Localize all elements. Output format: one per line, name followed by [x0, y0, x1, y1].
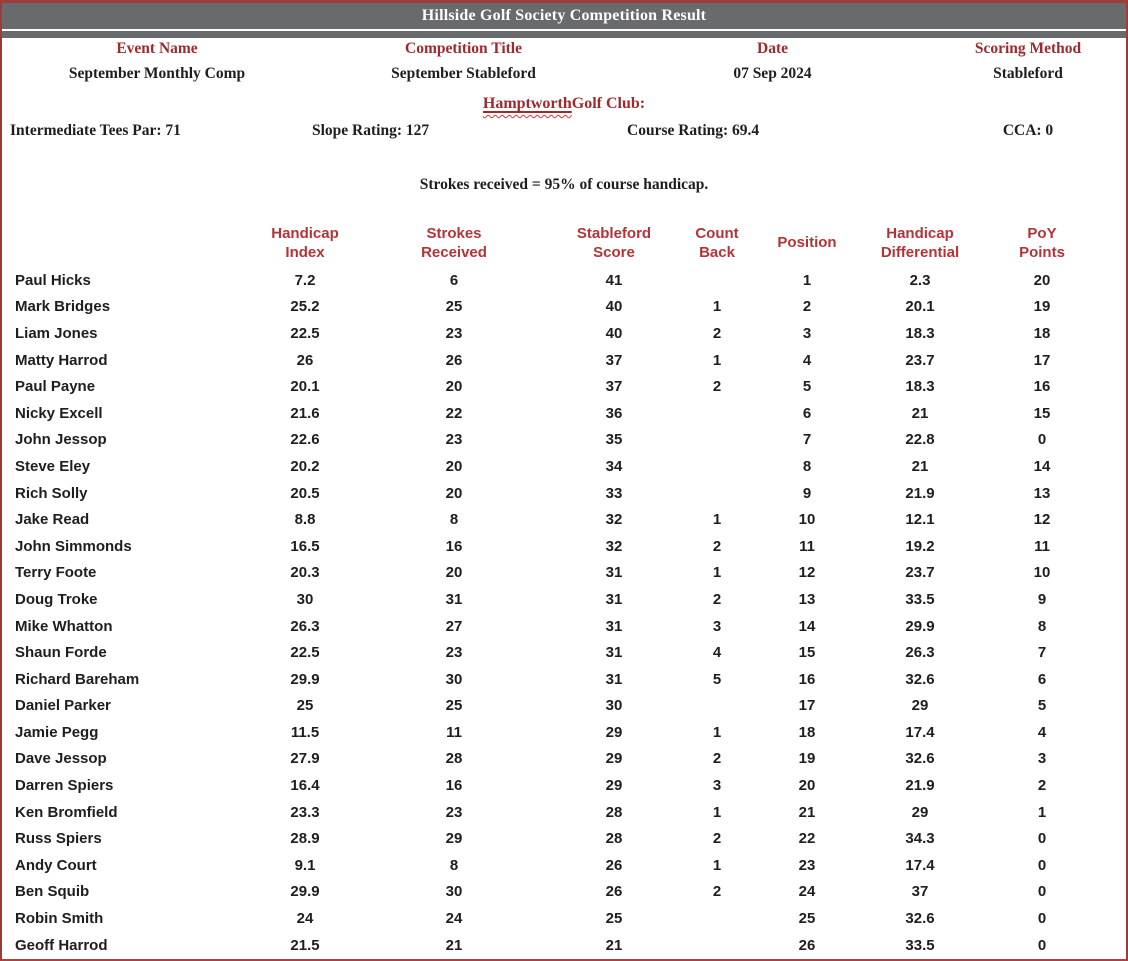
table-row	[2, 719, 1126, 746]
poy-points-cell: 4	[1037, 723, 1047, 741]
poy-points-cell: 20	[1033, 271, 1051, 289]
player-name: Mark Bridges	[15, 298, 111, 316]
col-header-position: Position	[777, 234, 837, 252]
position-cell: 20	[798, 777, 816, 795]
col-header-poy-points: PoY Points	[1019, 224, 1065, 261]
event-name-value: September Monthly Comp	[68, 65, 246, 82]
handicap-differential-cell: 18.3	[905, 378, 935, 396]
position-cell: 26	[798, 936, 816, 954]
club-name-rest: Golf Club:	[571, 95, 646, 112]
handicap-differential-cell: 17.4	[905, 723, 935, 741]
count-back-cell: 2	[712, 750, 722, 768]
stableford-score-cell: 31	[605, 590, 623, 608]
player-name: Dave Jessop	[15, 750, 107, 768]
stableford-score-cell: 33	[605, 484, 623, 502]
handicap-index-cell: 11.5	[290, 723, 320, 741]
player-name: Matty Harrod	[15, 351, 108, 369]
position-cell: 8	[802, 457, 812, 475]
poy-points-cell: 16	[1033, 378, 1051, 396]
handicap-index-cell: 22.5	[290, 324, 320, 342]
position-cell: 2	[802, 298, 812, 316]
handicap-index-cell: 9.1	[294, 856, 316, 874]
results-table	[2, 219, 1126, 958]
poy-points-cell: 10	[1033, 564, 1051, 582]
strokes-received-cell: 16	[445, 777, 463, 795]
player-name: Steve Eley	[15, 457, 91, 475]
handicap-differential-cell: 18.3	[905, 324, 935, 342]
handicap-index-cell: 7.2	[294, 271, 316, 289]
col-header-strokes-received: Strokes Received	[421, 224, 487, 261]
count-back-cell: 1	[712, 856, 722, 874]
col-header-name-blank	[2, 219, 242, 267]
stableford-score-cell: 28	[605, 803, 623, 821]
strokes-received-cell: 29	[445, 830, 463, 848]
stableford-score-cell: 26	[605, 883, 623, 901]
stableford-score-cell: 31	[605, 617, 623, 635]
document-title: Hillside Golf Society Competition Result	[421, 7, 707, 24]
count-back-cell: 3	[712, 777, 722, 795]
table-row	[2, 693, 1126, 720]
handicap-index-cell: 25	[296, 697, 314, 715]
stableford-score-cell: 29	[605, 723, 623, 741]
position-cell: 18	[798, 723, 816, 741]
strokes-received-cell: 20	[445, 378, 463, 396]
handicap-differential-cell: 32.6	[905, 750, 935, 768]
strokes-received-cell: 20	[445, 484, 463, 502]
position-cell: 14	[798, 617, 816, 635]
handicap-differential-cell: 37	[911, 883, 929, 901]
strokes-received-cell: 22	[445, 404, 463, 422]
handicap-differential-cell: 29	[911, 697, 929, 715]
table-row	[2, 932, 1126, 959]
position-cell: 23	[798, 856, 816, 874]
poy-points-cell: 0	[1037, 910, 1047, 928]
handicap-differential-cell: 29	[911, 803, 929, 821]
position-cell: 4	[802, 351, 812, 369]
results-table-header	[2, 219, 1126, 267]
handicap-differential-cell: 32.6	[905, 910, 935, 928]
strokes-received-cell: 23	[445, 803, 463, 821]
stableford-score-cell: 31	[605, 564, 623, 582]
stableford-score-cell: 29	[605, 777, 623, 795]
poy-points-cell: 0	[1037, 936, 1047, 954]
handicap-index-cell: 23.3	[290, 803, 320, 821]
player-name: Jake Read	[15, 511, 90, 529]
col-header-count-back: Count Back	[695, 224, 739, 261]
position-cell: 24	[798, 883, 816, 901]
stableford-score-cell: 28	[605, 830, 623, 848]
stableford-score-cell: 37	[605, 351, 623, 369]
handicap-index-cell: 16.4	[290, 777, 320, 795]
handicap-index-cell: 21.6	[290, 404, 320, 422]
handicap-differential-cell: 32.6	[905, 670, 935, 688]
count-back-cell: 2	[712, 378, 722, 396]
position-cell: 21	[798, 803, 816, 821]
stableford-score-cell: 21	[605, 936, 623, 954]
stableford-score-cell: 32	[605, 511, 623, 529]
stableford-score-cell: 29	[605, 750, 623, 768]
position-cell: 10	[798, 511, 816, 529]
player-name: Liam Jones	[15, 324, 98, 342]
poy-points-cell: 17	[1033, 351, 1051, 369]
handicap-index-cell: 29.9	[290, 883, 320, 901]
position-cell: 15	[798, 644, 816, 662]
handicap-differential-cell: 17.4	[905, 856, 935, 874]
separator-bar	[2, 31, 1126, 38]
poy-points-cell: 0	[1037, 883, 1047, 901]
poy-points-cell: 3	[1037, 750, 1047, 768]
poy-points-cell: 1	[1037, 803, 1047, 821]
position-cell: 6	[802, 404, 812, 422]
competition-title-label: Competition Title	[405, 40, 522, 57]
stableford-score-cell: 30	[605, 697, 623, 715]
handicap-index-cell: 20.5	[290, 484, 320, 502]
poy-points-cell: 13	[1033, 484, 1051, 502]
handicap-index-cell: 20.2	[290, 457, 320, 475]
player-name: Ben Squib	[15, 883, 90, 901]
count-back-cell: 5	[712, 670, 722, 688]
title-bar	[2, 0, 1126, 29]
handicap-differential-cell: 20.1	[905, 298, 935, 316]
handicap-index-cell: 8.8	[294, 511, 316, 529]
cca-value: CCA: 0	[1002, 122, 1054, 139]
course-par: Intermediate Tees Par: 71	[10, 122, 181, 139]
player-name: Shaun Forde	[15, 644, 107, 662]
position-cell: 7	[802, 431, 812, 449]
course-rating: Course Rating: 69.4	[627, 122, 760, 139]
count-back-cell: 2	[712, 537, 722, 555]
player-name: Daniel Parker	[15, 697, 111, 715]
scoring-method-value: Stableford	[993, 65, 1063, 82]
table-row	[2, 294, 1126, 321]
handicap-index-cell: 24	[296, 910, 314, 928]
position-cell: 5	[802, 378, 812, 396]
table-row	[2, 852, 1126, 879]
position-cell: 22	[798, 830, 816, 848]
col-header-handicap-index: Handicap Index	[271, 224, 339, 261]
position-cell: 13	[798, 590, 816, 608]
player-name: Andy Court	[15, 856, 97, 874]
count-back-cell: 2	[712, 590, 722, 608]
player-name: Jamie Pegg	[15, 723, 99, 741]
date-value: 07 Sep 2024	[733, 65, 812, 82]
handicap-differential-cell: 21.9	[905, 484, 935, 502]
handicap-differential-cell: 12.1	[905, 511, 935, 529]
player-name: John Jessop	[15, 431, 107, 449]
table-row	[2, 905, 1126, 932]
poy-points-cell: 11	[1034, 537, 1050, 555]
player-name: Robin Smith	[15, 910, 104, 928]
course-info-row	[2, 119, 1126, 143]
handicap-differential-cell: 33.5	[905, 590, 935, 608]
stableford-score-cell: 37	[605, 378, 623, 396]
event-header-labels	[2, 38, 1126, 60]
slope-rating: Slope Rating: 127	[312, 122, 430, 139]
table-row	[2, 666, 1126, 693]
table-row	[2, 560, 1126, 587]
poy-points-cell: 7	[1037, 644, 1047, 662]
count-back-cell: 1	[712, 298, 722, 316]
position-cell: 11	[799, 537, 815, 555]
player-name: Terry Foote	[15, 564, 97, 582]
poy-points-cell: 19	[1033, 298, 1051, 316]
table-row	[2, 480, 1126, 507]
handicap-index-cell: 26	[296, 351, 314, 369]
stableford-score-cell: 25	[605, 910, 623, 928]
stableford-score-cell: 40	[605, 324, 623, 342]
handicap-differential-cell: 33.5	[905, 936, 935, 954]
handicap-differential-cell: 26.3	[905, 644, 935, 662]
col-header-stableford-score: Stableford Score	[576, 224, 652, 261]
strokes-received-cell: 28	[445, 750, 463, 768]
table-row	[2, 799, 1126, 826]
stableford-score-cell: 32	[605, 537, 623, 555]
position-cell: 25	[798, 910, 816, 928]
player-name: Geoff Harrod	[15, 936, 108, 954]
handicap-index-cell: 16.5	[290, 537, 320, 555]
poy-points-cell: 12	[1033, 511, 1051, 529]
table-row	[2, 506, 1126, 533]
player-name: Paul Payne	[15, 378, 96, 396]
handicap-differential-cell: 34.3	[905, 830, 935, 848]
poy-points-cell: 0	[1037, 830, 1047, 848]
poy-points-cell: 5	[1037, 697, 1047, 715]
stableford-score-cell: 35	[605, 431, 623, 449]
stableford-score-cell: 41	[605, 271, 623, 289]
handicap-differential-cell: 21	[911, 457, 929, 475]
handicap-index-cell: 26.3	[290, 617, 320, 635]
table-row	[2, 586, 1126, 613]
strokes-received-cell: 27	[445, 617, 463, 635]
table-row	[2, 347, 1126, 374]
strokes-received-cell: 23	[445, 431, 463, 449]
poy-points-cell: 6	[1037, 670, 1047, 688]
handicap-differential-cell: 2.3	[909, 271, 931, 289]
player-name: Rich Solly	[15, 484, 88, 502]
handicap-index-cell: 20.3	[290, 564, 320, 582]
event-header-values	[2, 60, 1126, 88]
handicap-differential-cell: 23.7	[905, 351, 935, 369]
event-name-label: Event Name	[116, 40, 198, 57]
table-row	[2, 373, 1126, 400]
club-name-line	[2, 92, 1126, 116]
poy-points-cell: 9	[1037, 590, 1047, 608]
event-header	[2, 38, 1126, 88]
count-back-cell: 1	[712, 511, 722, 529]
strokes-received-cell: 23	[445, 644, 463, 662]
date-label: Date	[757, 40, 788, 57]
strokes-received-cell: 20	[445, 457, 463, 475]
strokes-received-cell: 23	[445, 324, 463, 342]
handicap-index-cell: 30	[296, 590, 314, 608]
player-name: Paul Hicks	[15, 271, 91, 289]
table-row	[2, 400, 1126, 427]
handicap-index-cell: 28.9	[290, 830, 320, 848]
count-back-cell: 1	[712, 351, 722, 369]
position-cell: 3	[802, 324, 812, 342]
strokes-received-cell: 11	[446, 723, 462, 741]
player-name: Darren Spiers	[15, 777, 114, 795]
strokes-received-cell: 20	[445, 564, 463, 582]
table-row	[2, 825, 1126, 852]
count-back-cell: 1	[712, 723, 722, 741]
table-row	[2, 267, 1126, 294]
handicap-index-cell: 21.5	[290, 936, 320, 954]
stableford-score-cell: 31	[605, 644, 623, 662]
strokes-received-cell: 25	[445, 298, 463, 316]
handicap-index-cell: 27.9	[290, 750, 320, 768]
handicap-index-cell: 29.9	[290, 670, 320, 688]
poy-points-cell: 2	[1037, 777, 1047, 795]
count-back-cell: 4	[712, 644, 722, 662]
results-table-body	[2, 267, 1126, 958]
table-row	[2, 533, 1126, 560]
poy-points-cell: 0	[1037, 431, 1047, 449]
handicap-index-cell: 20.1	[290, 378, 320, 396]
strokes-received-cell: 21	[445, 936, 463, 954]
handicap-differential-cell: 22.8	[905, 431, 935, 449]
strokes-note: Strokes received = 95% of course handicap.	[419, 176, 709, 193]
poy-points-cell: 15	[1033, 404, 1051, 422]
club-name-underlined	[483, 95, 572, 113]
count-back-cell: 1	[712, 564, 722, 582]
count-back-cell: 2	[712, 324, 722, 342]
poy-points-cell: 18	[1033, 324, 1051, 342]
count-back-cell: 3	[712, 617, 722, 635]
player-name: Nicky Excell	[15, 404, 103, 422]
competition-title-value: September Stableford	[391, 65, 536, 82]
strokes-received-cell: 30	[445, 670, 463, 688]
player-name: Doug Troke	[15, 590, 98, 608]
position-cell: 17	[798, 697, 816, 715]
poy-points-cell: 0	[1037, 856, 1047, 874]
scoring-method-label: Scoring Method	[974, 40, 1082, 57]
handicap-differential-cell: 23.7	[905, 564, 935, 582]
stableford-score-cell: 34	[605, 457, 623, 475]
count-back-cell: 2	[712, 830, 722, 848]
handicap-differential-cell: 29.9	[905, 617, 935, 635]
strokes-received-cell: 16	[445, 537, 463, 555]
strokes-received-cell: 6	[449, 271, 459, 289]
position-cell: 12	[798, 564, 816, 582]
position-cell: 16	[798, 670, 816, 688]
player-name: John Simmonds	[15, 537, 132, 555]
stableford-score-cell: 31	[605, 670, 623, 688]
table-row	[2, 427, 1126, 454]
strokes-received-cell: 30	[445, 883, 463, 901]
table-row	[2, 320, 1126, 347]
count-back-cell: 2	[712, 883, 722, 901]
table-row	[2, 613, 1126, 640]
strokes-received-cell: 24	[445, 910, 463, 928]
stableford-score-cell: 26	[605, 856, 623, 874]
stableford-score-cell: 40	[605, 298, 623, 316]
position-cell: 1	[802, 271, 812, 289]
player-name: Mike Whatton	[15, 617, 113, 635]
stableford-score-cell: 36	[605, 404, 623, 422]
table-row	[2, 879, 1126, 906]
col-header-handicap-differential: Handicap Differential	[880, 224, 960, 261]
handicap-index-cell: 22.6	[290, 431, 320, 449]
player-name: Richard Bareham	[15, 670, 140, 688]
table-row	[2, 453, 1126, 480]
handicap-differential-cell: 19.2	[905, 537, 935, 555]
player-name: Russ Spiers	[15, 830, 102, 848]
handicap-differential-cell: 21	[911, 404, 929, 422]
count-back-cell: 1	[712, 803, 722, 821]
poy-points-cell: 8	[1037, 617, 1047, 635]
handicap-differential-cell: 21.9	[905, 777, 935, 795]
club-name-word: Hamptworth	[482, 95, 572, 112]
position-cell: 9	[802, 484, 812, 502]
poy-points-cell: 14	[1033, 457, 1051, 475]
table-row	[2, 746, 1126, 773]
table-row	[2, 639, 1126, 666]
handicap-index-cell: 25.2	[290, 298, 320, 316]
strokes-received-cell: 31	[445, 590, 463, 608]
strokes-received-cell: 26	[445, 351, 463, 369]
strokes-received-cell: 8	[449, 511, 459, 529]
handicap-index-cell: 22.5	[290, 644, 320, 662]
player-name: Ken Bromfield	[15, 803, 118, 821]
strokes-received-cell: 8	[449, 856, 459, 874]
table-row	[2, 772, 1126, 799]
position-cell: 19	[798, 750, 816, 768]
strokes-received-cell: 25	[445, 697, 463, 715]
